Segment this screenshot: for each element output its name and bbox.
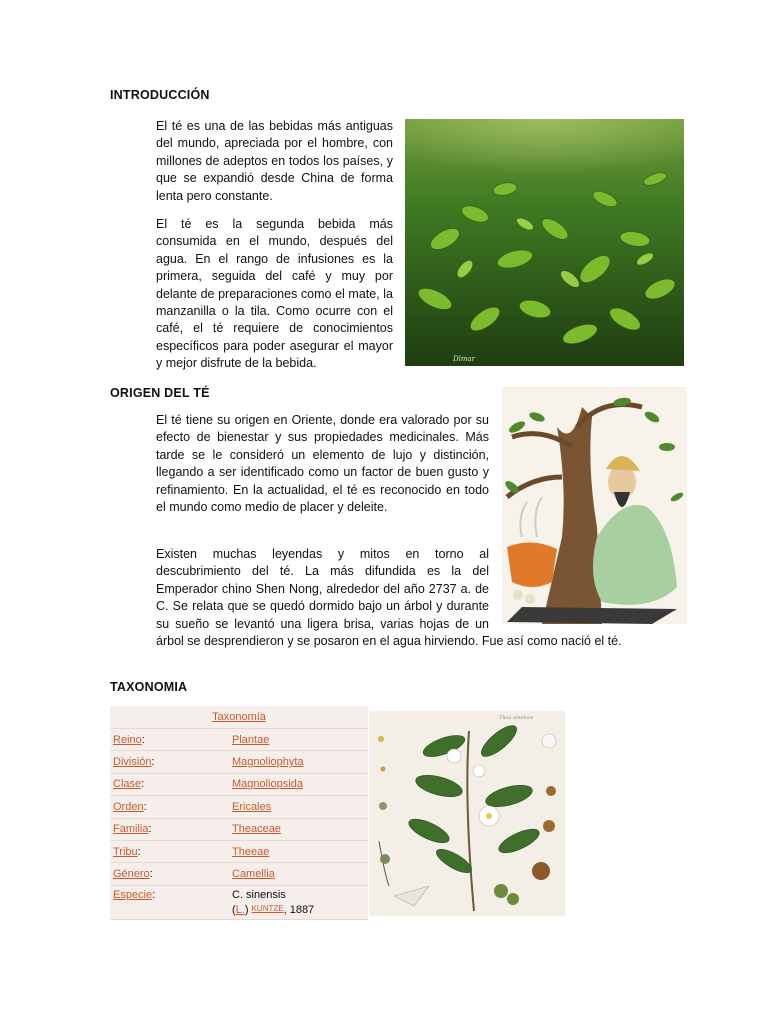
table-row: Tribu: Theeae: [110, 840, 368, 862]
taxon-link[interactable]: Ericales: [232, 800, 272, 813]
tea-plants-photo: [405, 119, 684, 366]
intro-paragraph-1: El té es una de las bebidas más antiguas del mundo, apreciada por el hombre, con millones de adeptos en todos los países, y que se expandió desde China de forma lenta pero constante.: [156, 119, 393, 203]
rank-link[interactable]: Especie: [113, 888, 153, 901]
origin-paragraph-1: El té tiene su origen en Oriente, donde era valorado por su efecto de bienestar y sus propiedades medicinales. Más tarde se le consideró un elemento de lujo y distinción, llegando a ser identificado como un factor de buen gusto y refinamiento. En la actualidad, el té es reconocido en todo el mundo como medio de placer y deleite.: [156, 413, 489, 515]
species-year: , 1887: [283, 903, 315, 916]
intro-paragraph-2: El té es la segunda bebida más consumida en el mundo, después del agua. En el rango de infusiones es la primera, seguida del café y muy por delante de preparaciones como el mate, la manzanilla o la tila. Como ocurre con el café, el té requiere de conocimientos específicos para poder asegurar el mayor y mejor disfrute de la bebida.: [156, 217, 393, 371]
heading-introduccion: INTRODUCCIÓN: [110, 88, 210, 102]
table-row: Género: Camellia: [110, 863, 368, 885]
taxon-link[interactable]: Camellia: [232, 868, 275, 881]
taxonomy-table: [110, 706, 368, 920]
author-l-link[interactable]: L.: [235, 903, 245, 916]
taxon-link[interactable]: Theaceae: [232, 823, 281, 836]
rank-link[interactable]: División: [113, 756, 152, 769]
table-row: Clase: Magnoliopsida: [110, 773, 368, 795]
table-row: Reino: Plantae: [110, 729, 368, 751]
heading-taxonomia: TAXONOMIA: [110, 680, 188, 694]
rank-link[interactable]: Clase: [113, 778, 142, 791]
origin-paragraph-2: Existen muchas leyendas y mitos en torno al descubrimiento del té. La más difundida es la del Emperador chino Shen Nong, alrededor del año 2737 a. de C. Se relata que se quedó dormido bajo un árbol y durante su sueño se levantó una ligera brisa, varias hojas de un árbol se desprendieron y se posaron en el agua hirviendo. Fue así como nació el té.: [156, 547, 622, 649]
rank-link[interactable]: Orden: [113, 800, 144, 813]
taxon-link[interactable]: Plantae: [232, 733, 270, 746]
photo-signature: Dlmar: [453, 355, 476, 363]
taxon-link[interactable]: Theeae: [232, 845, 270, 858]
rank-link[interactable]: Género: [113, 868, 150, 881]
author-kuntze-link[interactable]: KUNTZE: [251, 903, 284, 913]
table-row: Especie: C. sinensis (L.) $^{KUNTZE}$, 1887: [110, 885, 368, 919]
taxon-link[interactable]: Magnoliopsida: [232, 778, 303, 791]
table-row: División: Magnoliophyta: [110, 751, 368, 773]
taxon-link[interactable]: Magnoliophyta: [232, 756, 304, 769]
rank-link[interactable]: Reino: [113, 733, 142, 746]
rank-link[interactable]: Tribu: [113, 845, 138, 858]
taxonomy-title-link[interactable]: Taxonomía: [212, 711, 266, 723]
table-row: Orden: Ericales: [110, 796, 368, 818]
botanical-illustration: [369, 711, 565, 916]
species-name: C. sinensis: [232, 888, 286, 901]
illustration-caption: Thea sinensis: [499, 715, 534, 721]
emperor-shen-nong-illustration: [502, 387, 687, 624]
heading-origen: ORIGEN DEL TÉ: [110, 386, 210, 400]
table-row: Familia: Theaceae: [110, 818, 368, 840]
table-row: [110, 706, 368, 729]
rank-link[interactable]: Familia: [113, 823, 149, 836]
